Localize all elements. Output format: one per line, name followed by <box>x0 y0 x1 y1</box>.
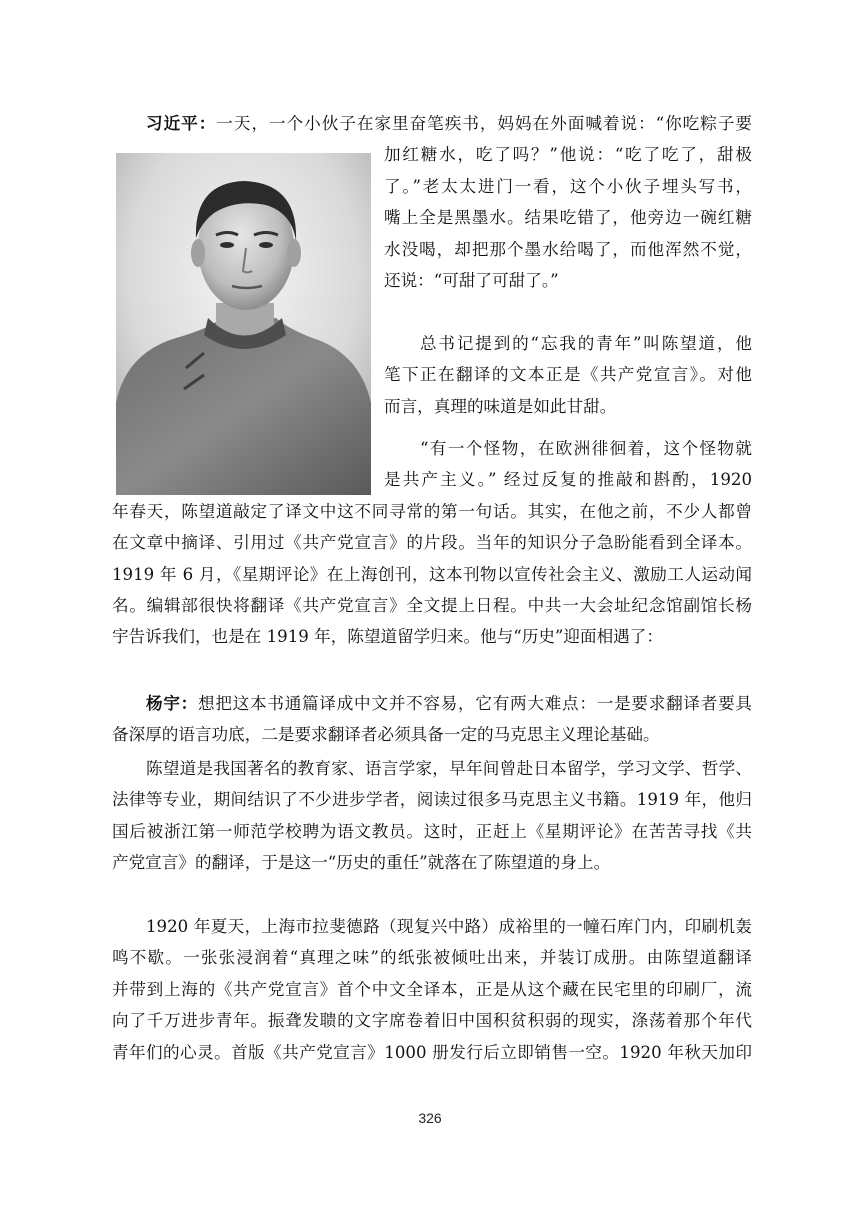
speaker-label: 习近平： <box>146 114 217 133</box>
text-line: 青年们的心灵。首版《共产党宣言》1000 册发行后立即销售一空。1920 年秋天加印 <box>112 1042 752 1062</box>
text-line: 一天，一个小伙子在家里奋笔疾书，妈妈在外面喊着说：“你吃粽子要 <box>216 114 752 133</box>
text-line: 是共产主义。” 经过反复的推敲和斟酌，1920 <box>384 470 752 490</box>
text-line: 陈望道是我国著名的教育家、语言学家，早年间曾赴日本留学，学习文学、哲学、 <box>146 759 752 778</box>
text-line: 还说：“可甜了可甜了。” <box>384 270 559 290</box>
text-line: 1919 年 6 月，《星期评论》在上海创刊，这本刊物以宣传社会主义、激励工人运动闻 <box>112 564 752 584</box>
page-number: 326 <box>418 1110 442 1126</box>
text-line: 向了千万进步青年。振聋发聩的文字席卷着旧中国积贫积弱的现实，涤荡着那个年代 <box>112 1011 752 1031</box>
text-line: “有一个怪物，在欧洲徘徊着，这个怪物就 <box>420 439 752 458</box>
text-line: 加红糖水，吃了吗？”他说：“吃了吃了，甜极 <box>384 145 752 165</box>
text-line: 名。编辑部很快将翻译《共产党宣言》全文提上日程。中共一大会址纪念馆副馆长杨 <box>112 595 752 615</box>
text-line: 水没喝，却把那个墨水给喝了，而他浑然不觉， <box>384 239 752 259</box>
text-line: 在文章中摘译、引用过《共产党宣言》的片段。当年的知识分子急盼能看到全译本。 <box>112 533 752 553</box>
paragraph-5 <box>112 753 752 879</box>
text-line: 国后被浙江第一师范学校聘为语文教员。这时，正赶上《星期评论》在苦苦寻找《共 <box>112 821 752 841</box>
text-line: 嘴上全是黑墨水。结果吃错了，他旁边一碗红糖 <box>384 208 752 228</box>
text-line: 备深厚的语言功底，二是要求翻译者必须具备一定的马克思主义理论基础。 <box>112 725 660 745</box>
paragraph-6 <box>112 911 752 1068</box>
paragraph-2 <box>112 328 752 422</box>
text-line: 笔下正在翻译的文本正是《共产党宣言》。对他 <box>384 365 752 385</box>
text-line: 年春天，陈望道敲定了译文中这不同寻常的第一句话。其实，在他之前，不少人都曾 <box>112 501 752 521</box>
text-line: 总书记提到的“忘我的青年”叫陈望道，他 <box>420 334 752 353</box>
speaker-label: 杨宇： <box>146 694 199 713</box>
text-line: 而言，真理的味道是如此甘甜。 <box>384 396 617 416</box>
text-line: 想把这本书通篇译成中文并不容易，它有两大难点：一是要求翻译者要具 <box>198 694 753 713</box>
paragraph-xi-quote <box>112 108 752 296</box>
paragraph-yang-quote <box>112 688 752 751</box>
text-line: 法律等专业，期间结识了不少进步学者，阅读过很多马克思主义书籍。1919 年，他归 <box>112 790 752 810</box>
text-line: 宇告诉我们，也是在 1919 年，陈望道留学归来。他与“历史”迎面相遇了： <box>112 627 663 647</box>
paragraph-3 <box>112 433 752 653</box>
text-line: 产党宣言》的翻译，于是这一“历史的重任”就落在了陈望道的身上。 <box>112 853 611 873</box>
text-line: 1920 年夏天，上海市拉斐德路（现复兴中路）成裕里的一幢石库门内，印刷机轰 <box>146 917 752 936</box>
text-line: 了。”老太太进门一看，这个小伙子埋头写书， <box>384 176 752 196</box>
text-line: 并带到上海的《共产党宣言》首个中文全译本，正是从这个藏在民宅里的印刷厂，流 <box>112 979 752 999</box>
text-line: 鸣不歇。一张张浸润着“真理之味”的纸张被倾吐出来，并装订成册。由陈望道翻译 <box>112 948 752 968</box>
